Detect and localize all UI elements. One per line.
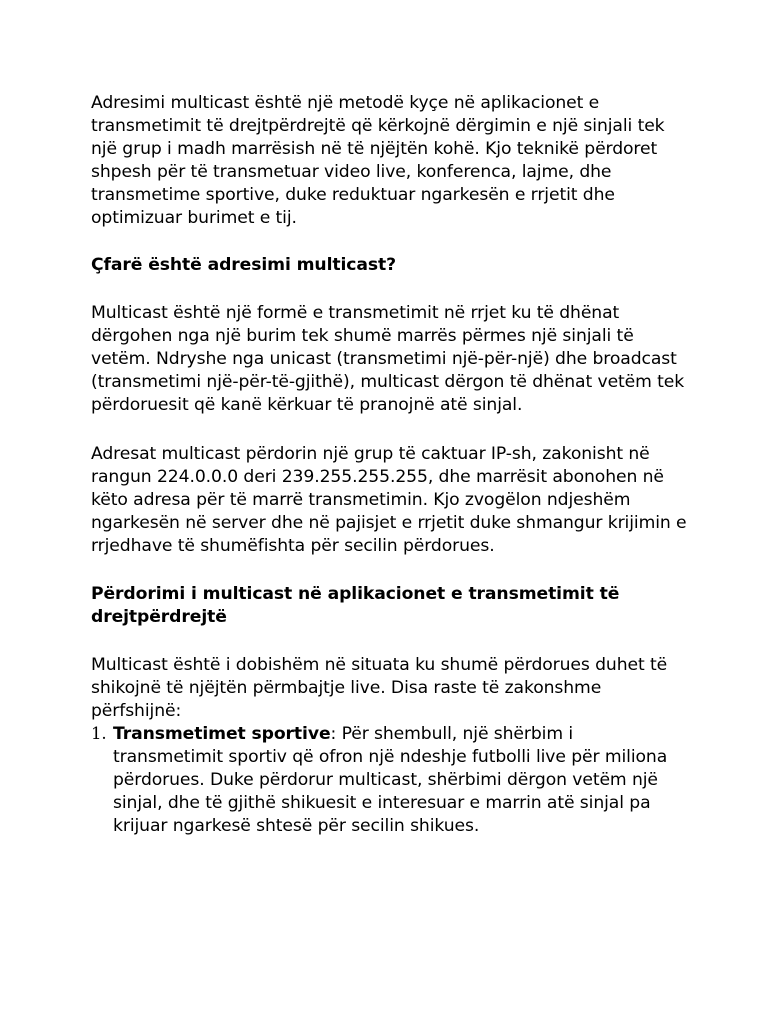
document-page <box>91 92 691 837</box>
list-item <box>91 723 683 838</box>
list-item-number: 1. <box>91 723 107 743</box>
heading-multicast-usage: Përdorimi i multicast në aplikacionet e transmetimit të drejtpërdrejtë <box>91 584 620 628</box>
definition-paragraph: Multicast është një formë e transmetimit në rrjet ku të dhënat dërgohen nga një burim tek shumë marrës përmes një sinjali të vetëm. Ndryshe nga unicast (transmetimi një-për-një) dhe broadcast (transmetimi një-për-të-gjithë), multicast dërgon të dhënat vetëm tek përdoruesit që kanë kërkuar të pranojnë atë sinjal. <box>91 303 685 415</box>
heading-what-is-multicast: Çfarë është adresimi multicast? <box>91 255 396 276</box>
usage-examples-list <box>91 723 691 838</box>
addresses-paragraph: Adresat multicast përdorin një grup të caktuar IP-sh, zakonisht në rangun 224.0.0.0 deri 239.255.255.255, dhe marrësit abonohen në këto adresa për të marrë transmetimin. Kjo zvogëlon ndjeshëm ngarkesën në server dhe në pajisjet e rrjetit duke shmangur krijimin e rrjedhave të shumëfishta për secilin përdorues. <box>91 443 687 556</box>
usage-paragraph: Multicast është i dobishëm në situata ku shumë përdorues duhet të shikojnë të njëjtën përmbajtje live. Disa raste të zakonshme përfshijnë: <box>91 655 668 722</box>
intro-paragraph: Adresimi multicast është një metodë kyçe në aplikacionet e transmetimit të drejtpërdrejtë që kërkojnë dërgimin e një sinjali tek një grup i madh marrësish në të njëjtën kohë. Kjo teknikë përdoret shpesh për të transmetuar video live, konferenca, lajme, dhe transmetime sportive, duke reduktuar ngarkesën e rrjetit dhe optimizuar burimet e tij. <box>91 93 665 228</box>
list-item-title: Transmetimet sportive <box>113 723 331 744</box>
list-item-text: : Për shembull, një shërbim i transmetimit sportiv që ofron një ndeshje futbolli live për miliona përdorues. Duke përdorur multicast, shërbimi dërgon vetëm një sinjal, dhe të gjithë shikuesit e interesuar e marrin atë sinjal pa krijuar ngarkesë shtesë për secilin shikues. <box>113 723 668 836</box>
